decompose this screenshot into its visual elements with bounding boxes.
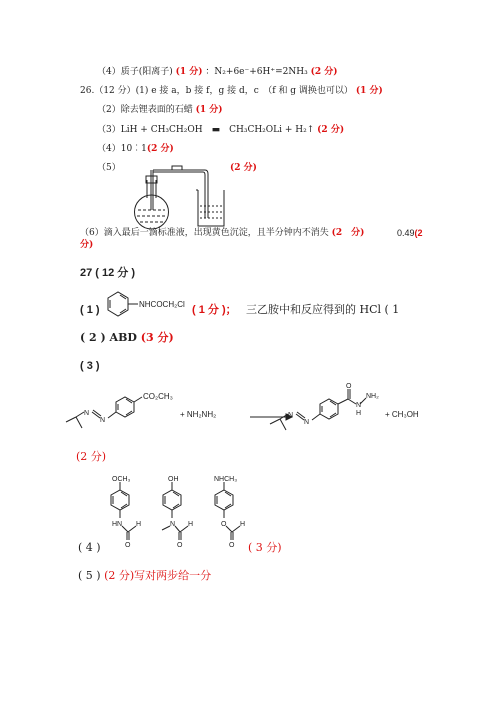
- score: (2 分): [310, 67, 338, 77]
- score: 分): [80, 240, 94, 250]
- label: ( 1 ): [80, 304, 100, 316]
- answer-049: [397, 227, 423, 239]
- methanol: + CH₃OH: [385, 410, 419, 419]
- reaction-scheme: [60, 380, 440, 444]
- label: ( 5 ): [78, 569, 101, 582]
- hn-label: HN: [112, 521, 123, 528]
- chloroacetanilide-structure: [98, 288, 198, 324]
- text: 26.（12 分）(1) e 接 a，b 接 f，g 接 d，c （f 和 g 调换也可以）: [80, 86, 353, 96]
- apparatus-diagram: [120, 160, 240, 232]
- text: （4）10︰1: [97, 144, 147, 154]
- score: (1 分): [175, 67, 203, 77]
- score: (1 分): [355, 86, 383, 96]
- q27-part1-score: [192, 304, 237, 316]
- n-label: N: [288, 412, 294, 419]
- n-label: N: [100, 417, 106, 424]
- line-26-6: [80, 227, 364, 239]
- score: (1 分): [195, 105, 223, 115]
- score: (2 分)写对两步给一分: [104, 569, 212, 582]
- methoxy-label: OCH₃: [112, 476, 131, 483]
- text: （4）质子(阳离子): [97, 67, 173, 77]
- amide-h: H: [356, 410, 362, 417]
- line-26-6-cont: [80, 239, 93, 251]
- q27-part3-label: [80, 360, 100, 372]
- equation: （3）LiH + CH₃CH₂OH ▬ CH₃CH₂OLi + H₂↑: [97, 125, 315, 135]
- label: ( 3 ): [80, 360, 100, 372]
- text: 三乙胺中和反应得到的 HCl ( 1: [246, 303, 400, 316]
- o-label: O: [221, 521, 227, 528]
- n-label: N: [170, 521, 176, 528]
- value: 0.49: [397, 228, 415, 238]
- title: 27 ( 12 分 ): [80, 267, 136, 279]
- amine-nh2: NH₂: [366, 393, 379, 400]
- label: ( 4 ): [78, 541, 101, 554]
- score: (2 分): [230, 163, 257, 173]
- h-label: H: [136, 521, 142, 528]
- hydroxy-label: OH: [168, 476, 179, 483]
- methylamino-label: NHCH₃: [214, 476, 238, 483]
- ester-group: CO₂CH₃: [143, 392, 173, 401]
- text: （2）除去锂表面的石蜡: [97, 105, 193, 115]
- score: (2: [414, 228, 423, 238]
- q27-part1-text: [246, 304, 399, 316]
- hydrazine: + NH₂NH₂: [180, 410, 217, 419]
- n-label: N: [84, 410, 90, 417]
- o-label: O: [177, 542, 183, 549]
- o-label: O: [229, 542, 235, 549]
- score: (2 分): [76, 450, 107, 463]
- q27-part1-label: [80, 304, 100, 316]
- q27-part4-label: [78, 542, 101, 554]
- score: (3 分): [140, 331, 174, 344]
- score: ( 1 分 )；: [192, 304, 237, 316]
- line-26-4b: [97, 143, 174, 155]
- score: (2 分): [317, 125, 345, 135]
- line-26-5: [97, 162, 121, 174]
- q27-part5: [78, 570, 211, 582]
- score: (2 分): [331, 228, 365, 238]
- score: (2 分): [146, 144, 174, 154]
- o-label: O: [125, 542, 131, 549]
- h-label: H: [188, 521, 194, 528]
- line-26-3: [97, 124, 344, 136]
- line-26-4: [97, 66, 338, 78]
- carbonyl-o: O: [346, 383, 352, 390]
- equation: ：N₂+6e⁻+6H⁺=2NH₃: [205, 67, 308, 77]
- amide-n: N: [356, 402, 362, 409]
- h-label: H: [240, 521, 246, 528]
- q27-part4-score: [248, 542, 282, 554]
- line-26-1: [80, 85, 383, 97]
- score: ( 3 分): [248, 541, 282, 554]
- answer: ( 2 ) ABD: [80, 331, 137, 344]
- q27-part3-score: [76, 451, 106, 463]
- substituent-label: NHCOCH₂Cl: [139, 300, 185, 309]
- q27-part2: [80, 332, 174, 344]
- n-label: N: [304, 419, 310, 426]
- text: （6）滴入最后一滴标准液，出现黄色沉淀，且半分钟内不消失: [80, 228, 329, 238]
- line-26-2: [97, 104, 223, 116]
- text: （5）: [97, 163, 121, 173]
- question-27-title: [80, 267, 135, 279]
